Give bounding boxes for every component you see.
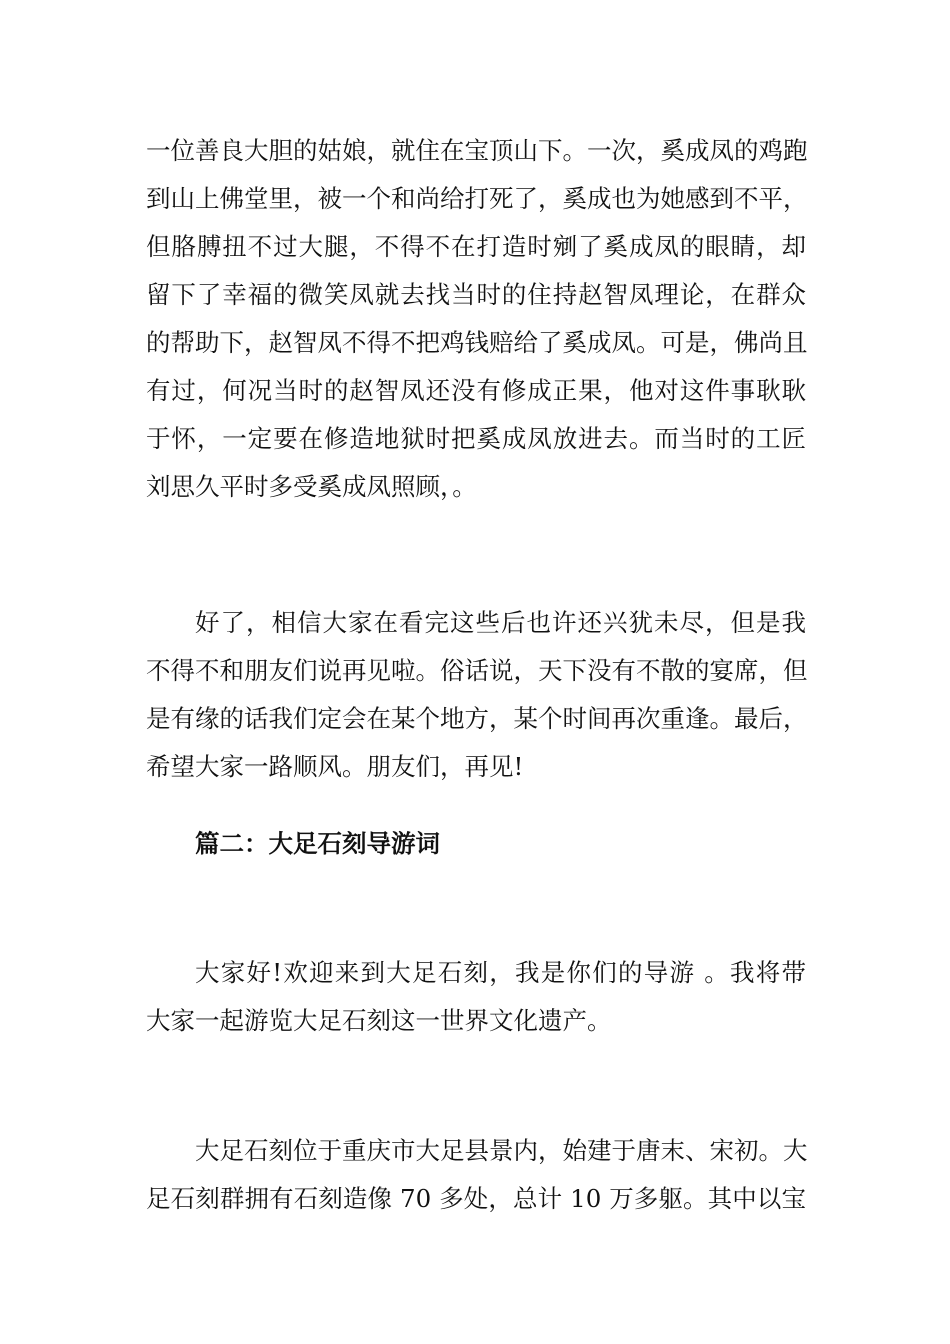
text-line: 好了，相信大家在看完这些后也许还兴犹未尽，但是我 xyxy=(195,608,806,637)
paragraph-2 xyxy=(146,599,806,791)
text-line: 一位善良大胆的姑娘，就住在宝顶山下。一次，奚成凤的鸡跑 xyxy=(146,136,808,165)
text-line: 有过，何况当时的赵智凤还没有修成正果，他对这件事耿耿 xyxy=(146,376,806,405)
text-line: 留下了幸福的微笑凤就去找当时的住持赵智凤理论，在群众 xyxy=(146,280,806,309)
text-line: 到山上佛堂里，被一个和尚给打死了，奚成也为她感到不平， xyxy=(146,184,808,213)
text-line: 的帮助下，赵智凤不得不把鸡钱赔给了奚成凤。可是，佛尚且 xyxy=(146,328,808,357)
text-line: 但胳膊扭不过大腿，不得不在打造时剜了奚成凤的眼睛，却 xyxy=(146,232,806,261)
text-line: 大家好!欢迎来到大足石刻，我是你们的导游 。我将带 xyxy=(195,958,806,987)
paragraph-4 xyxy=(146,1127,806,1223)
text-line: 不得不和朋友们说再见啦。俗话说，天下没有不散的宴席，但 xyxy=(146,656,808,685)
text-line: 足石刻群拥有石刻造像 70 多处，总计 10 万多躯。其中以宝 xyxy=(146,1184,806,1213)
text-line: 希望大家一路顺风。朋友们，再见! xyxy=(146,752,524,781)
text-line: 大家一起游览大足石刻这一世界文化遗产。 xyxy=(146,1006,612,1035)
text-line: 刘思久平时多受奚成凤照顾，。 xyxy=(146,472,477,501)
text-line: 大足石刻位于重庆市大足县景内，始建于唐末、宋初。大 xyxy=(195,1136,808,1165)
paragraph-3 xyxy=(146,949,806,1045)
text-line: 是有缘的话我们定会在某个地方，某个时间再次重逢。最后， xyxy=(146,704,808,733)
section-heading: 篇二：大足石刻导游词 xyxy=(195,829,440,858)
text-line: 于怀，一定要在修造地狱时把奚成凤放进去。而当时的工匠 xyxy=(146,424,806,453)
paragraph-1 xyxy=(146,127,806,511)
